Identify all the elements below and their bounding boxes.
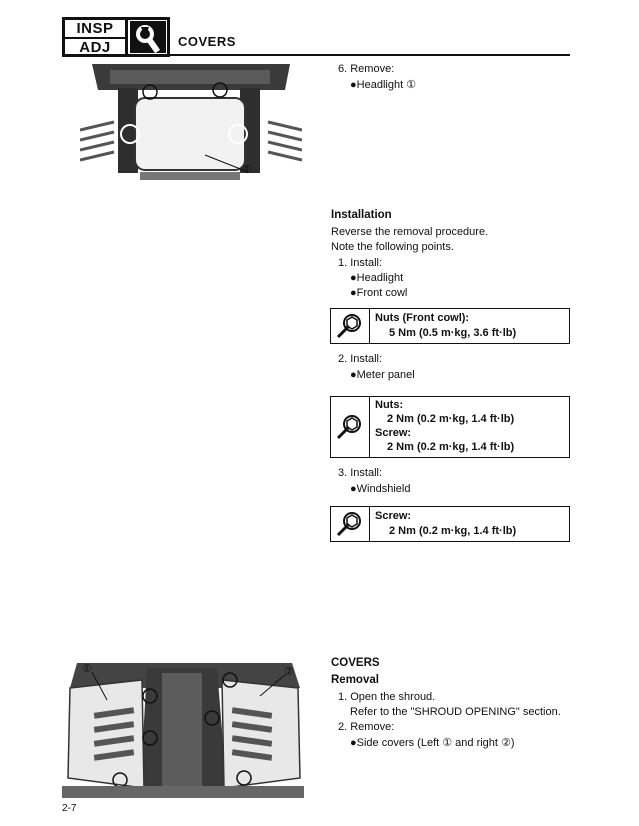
install-step1-label: 1. Install:: [338, 257, 383, 269]
torque2-line1: Nuts:: [375, 399, 404, 411]
headlight-photo: [80, 60, 302, 200]
torque-wrench-icon: [331, 507, 370, 541]
torque2-line2: 2 Nm (0.2 m·kg, 1.4 ft·lb): [387, 413, 515, 425]
section-tab-text: [65, 20, 128, 54]
adj-label: ADJ: [79, 39, 111, 56]
covers-step1: 1. Open the shroud.: [338, 691, 436, 703]
install-step3-item: ●Windshield: [350, 483, 411, 495]
section-tab: [62, 17, 170, 57]
installation-line2: Note the following points.: [331, 241, 454, 253]
page-number: 2-7: [62, 803, 77, 814]
torque-box-windshield: [330, 506, 570, 542]
install-step2-label: 2. Install:: [338, 353, 383, 365]
install-step2-item: ●Meter panel: [350, 369, 415, 381]
torque-wrench-icon: [331, 309, 370, 343]
torque2-line4: 2 Nm (0.2 m·kg, 1.4 ft·lb): [387, 441, 515, 453]
torque1-line2: 5 Nm (0.5 m·kg, 3.6 ft·lb): [389, 327, 517, 339]
step6-label: 6. Remove:: [338, 63, 395, 75]
install-step1-item: ●Headlight: [350, 272, 404, 284]
callout-1: ①: [242, 164, 252, 176]
installation-heading: Installation: [331, 209, 392, 221]
torque2-line3: Screw:: [375, 427, 412, 439]
header-rule: [170, 54, 570, 56]
install-step3-label: 3. Install:: [338, 467, 383, 479]
step6-item: ●Headlight ①: [350, 79, 417, 91]
section-title: COVERS: [178, 34, 236, 49]
covers-step2: 2. Remove:: [338, 721, 395, 733]
wrench-icon: [128, 20, 167, 54]
torque-wrench-icon: [331, 397, 370, 457]
covers-heading: COVERS: [331, 657, 380, 669]
torque1-line1: Nuts (Front cowl):: [375, 312, 470, 324]
install-step1-item: ●Front cowl: [350, 287, 408, 299]
torque3-line1: Screw:: [375, 510, 412, 522]
torque-box-meter-panel: [330, 396, 570, 458]
installation-line1: Reverse the removal procedure.: [331, 226, 489, 238]
covers-step2-item: ●Side covers (Left ① and right ②): [350, 737, 515, 749]
torque3-line2: 2 Nm (0.2 m·kg, 1.4 ft·lb): [389, 525, 517, 537]
removal-heading: Removal: [331, 674, 379, 686]
torque-box-front-cowl: [330, 308, 570, 344]
callout-1: ①: [82, 663, 92, 675]
callout-2: ②: [284, 666, 294, 678]
covers-step1-sub: Refer to the "SHROUD OPENING" section.: [350, 706, 561, 718]
insp-label: INSP: [65, 20, 125, 39]
side-covers-photo: [62, 658, 304, 798]
